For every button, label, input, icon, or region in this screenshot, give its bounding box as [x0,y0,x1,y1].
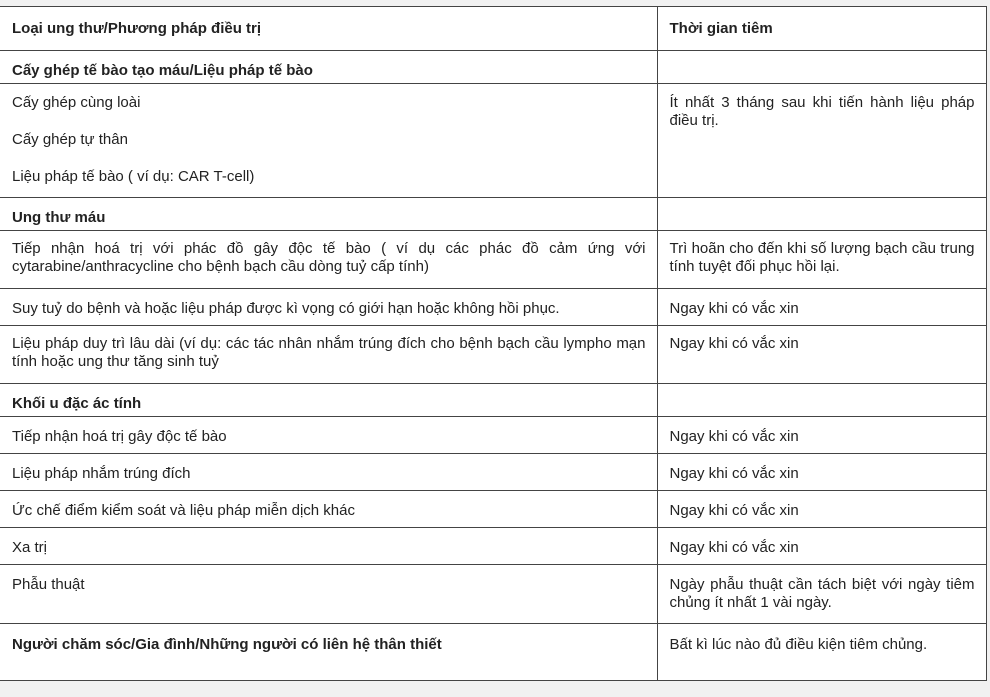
table-row [0,326,986,384]
item-cell-therapy: Liệu pháp tế bào ( ví dụ: CAR T-cell) [12,168,255,185]
table-row [0,565,986,624]
section-title-transplant: Cấy ghép tế bào tạo máu/Liệu pháp tế bào [0,51,657,84]
section-empty-cell [657,51,986,84]
header-injection-time: Thời gian tiêm [657,7,986,51]
time-cell: Ngày phẫu thuật cần tách biệt với ngày tiêm chủng ít nhất 1 vài ngày. [657,565,986,624]
table-row [0,624,986,681]
time-cell: Bất kì lúc nào đủ điều kiện tiêm chủng. [657,624,986,681]
time-cell: Ngay khi có vắc xin [657,417,986,454]
time-cell: Trì hoãn cho đến khi số lượng bạch cầu trung tính tuyệt đối phục hồi lại. [657,231,986,289]
section-row [0,51,986,84]
time-cell: Ngay khi có vắc xin [657,491,986,528]
item-allogeneic: Cấy ghép cùng loài [12,94,141,111]
time-cell: Ngay khi có vắc xin [657,528,986,565]
section-title-caregivers: Người chăm sóc/Gia đình/Những người có liên hệ thân thiết [0,624,657,681]
table-header-row [0,7,986,51]
treatment-cell: Ức chế điểm kiểm soát và liệu pháp miễn dịch khác [0,491,657,528]
treatment-cell: Liệu pháp nhắm trúng đích [0,454,657,491]
vaccination-timing-table [0,6,987,681]
table-row [0,491,986,528]
transplant-time-cell: Ít nhất 3 tháng sau khi tiến hành liệu pháp điều trị. [657,84,986,198]
table-row [0,231,986,289]
treatment-cell: Liệu pháp duy trì lâu dài (ví dụ: các tác nhân nhắm trúng đích cho bệnh bạch cầu lympho mạn tính hoặc ung thư tăng sinh tuỷ [0,326,657,384]
treatment-cell: Tiếp nhận hoá trị gây độc tế bào [0,417,657,454]
table-row [0,289,986,326]
section-row [0,384,986,417]
table-row [0,454,986,491]
table-row [0,84,986,198]
section-title-solid-tumor: Khối u đặc ác tính [0,384,657,417]
section-empty-cell [657,198,986,231]
section-empty-cell [657,384,986,417]
treatment-cell: Xa trị [0,528,657,565]
time-cell: Ngay khi có vắc xin [657,289,986,326]
section-title-blood-cancer: Ung thư máu [0,198,657,231]
treatment-cell: Phẫu thuật [0,565,657,624]
vaccination-timing-table-container [0,6,986,681]
table-row [0,417,986,454]
page-background-strip [0,688,990,697]
time-cell: Ngay khi có vắc xin [657,454,986,491]
item-autologous: Cấy ghép tự thân [12,131,128,148]
time-cell: Ngay khi có vắc xin [657,326,986,384]
treatment-cell: Suy tuỷ do bệnh và hoặc liệu pháp được kì vọng có giới hạn hoặc không hồi phục. [0,289,657,326]
section-row [0,198,986,231]
header-cancer-type: Loại ung thư/Phương pháp điều trị [0,7,657,51]
treatment-cell: Tiếp nhận hoá trị với phác đồ gây độc tế bào ( ví dụ các phác đồ cảm ứng với cytarabine/anthracycline cho bệnh bạch cầu dòng tuỷ cấp tính) [0,231,657,289]
table-row [0,528,986,565]
transplant-items-cell [0,84,657,198]
